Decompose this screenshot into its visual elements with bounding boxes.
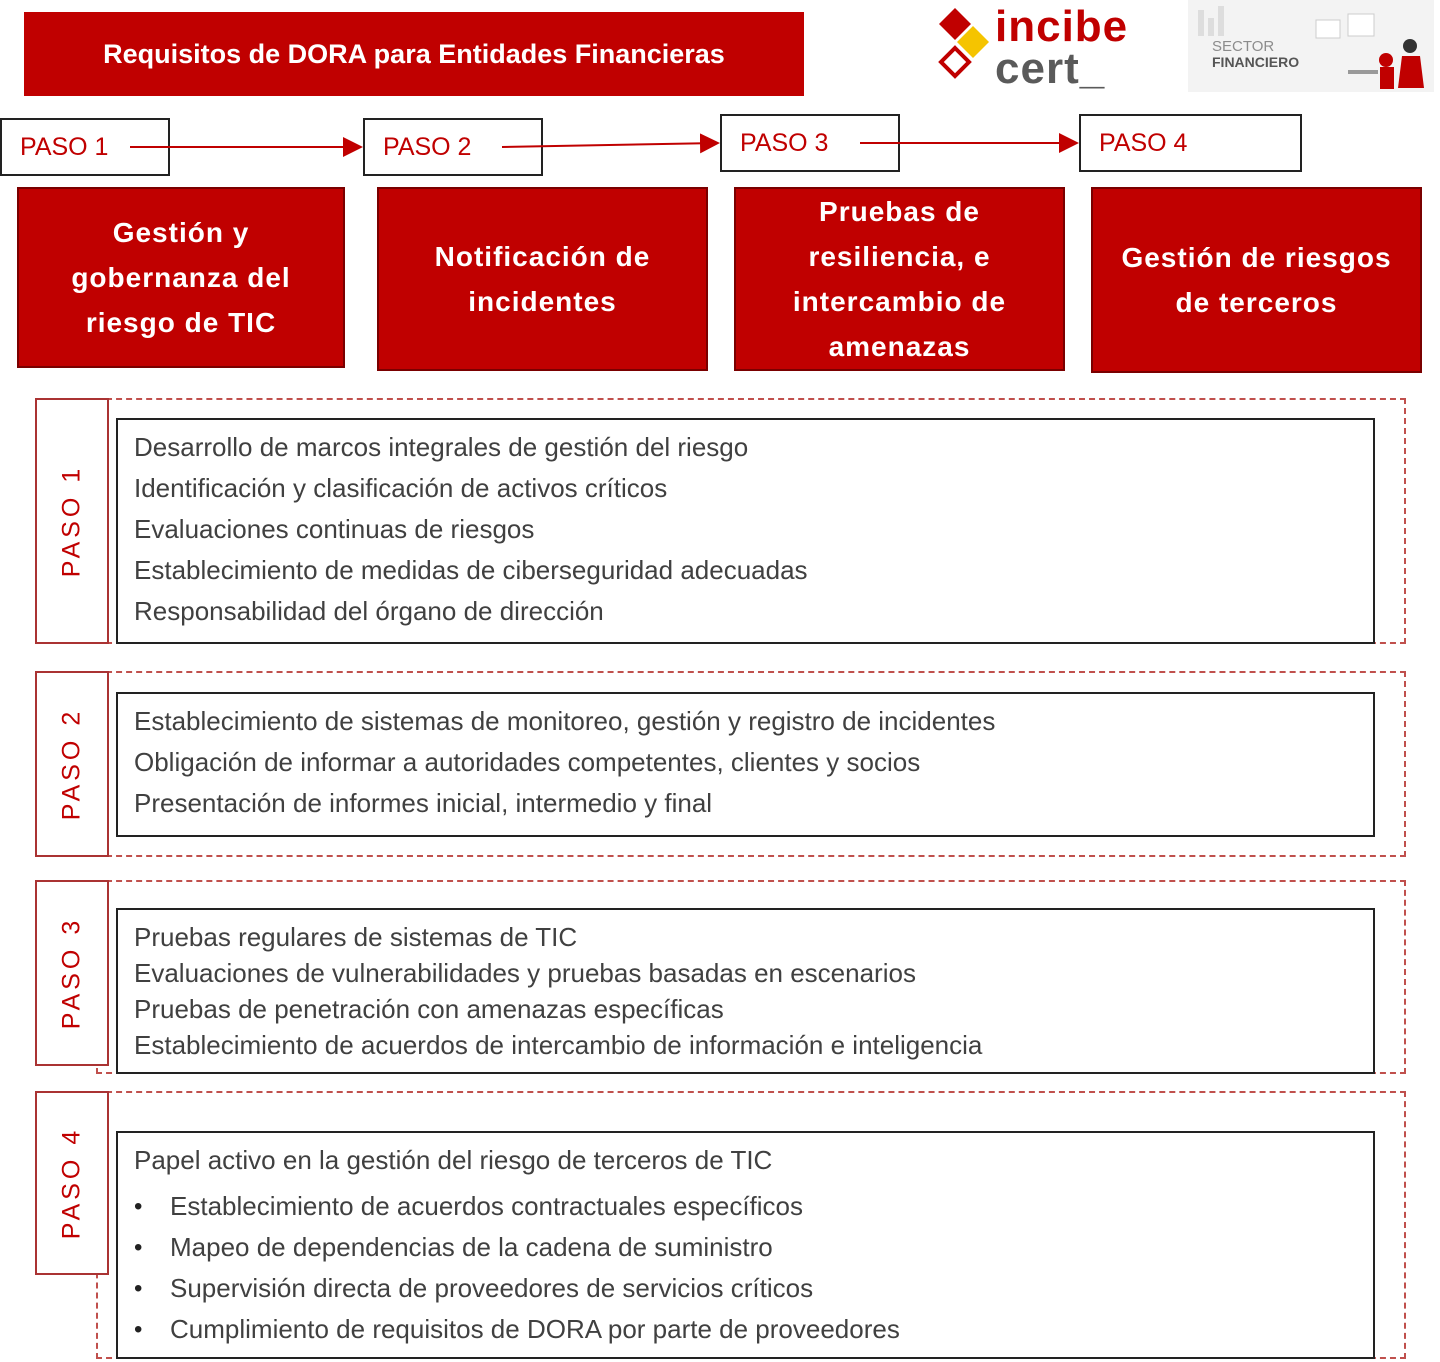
section-3-item: Evaluaciones de vulnerabilidades y pruebas basadas en escenarios xyxy=(134,958,916,988)
page-title: Requisitos de DORA para Entidades Financieras xyxy=(24,12,804,96)
step-box-4: Gestión de riesgos de terceros xyxy=(1091,187,1422,373)
section-3-item: Pruebas de penetración con amenazas específicas xyxy=(134,994,724,1024)
section-2-tab xyxy=(35,671,109,857)
paso-label-4: PASO 4 xyxy=(1079,114,1302,172)
paso-label-2: PASO 2 xyxy=(363,118,543,176)
paso-label-3: PASO 3 xyxy=(720,114,900,172)
section-3-content xyxy=(116,908,1375,1074)
logo-text-sector: SECTOR xyxy=(1212,38,1275,55)
bullet-icon: • xyxy=(134,1274,143,1302)
section-4-bullet-item xyxy=(134,1186,1373,1227)
section-2-content xyxy=(116,692,1375,837)
section-4-bullet-text: Cumplimiento de requisitos de DORA por parte de proveedores xyxy=(170,1314,900,1344)
logo-text-incibe: incibe xyxy=(995,2,1129,51)
bullet-icon: • xyxy=(134,1315,143,1343)
section-4-bullet-item xyxy=(134,1309,1373,1350)
section-1-item: Desarrollo de marcos integrales de gestión del riesgo xyxy=(134,432,749,462)
bullet-icon: • xyxy=(134,1233,143,1261)
section-3-tab xyxy=(35,880,109,1066)
section-4-bullet-item xyxy=(134,1268,1373,1309)
section-2-item: Obligación de informar a autoridades competentes, clientes y socios xyxy=(134,747,921,777)
section-3-item: Pruebas regulares de sistemas de TIC xyxy=(134,922,578,952)
paso-label-1: PASO 1 xyxy=(0,118,170,176)
flow-arrows xyxy=(0,0,1440,200)
section-4-label: PASO 4 xyxy=(57,1126,86,1240)
logo-text-cert: cert_ xyxy=(995,44,1106,93)
section-1-label: PASO 1 xyxy=(57,464,86,578)
section-1-tab xyxy=(35,398,109,644)
step-box-2: Notificación de incidentes xyxy=(377,187,708,371)
bullet-icon: • xyxy=(134,1192,143,1220)
section-4-bullet-text: Mapeo de dependencias de la cadena de suministro xyxy=(170,1232,773,1262)
section-4-bullet-text: Establecimiento de acuerdos contractuales específicos xyxy=(170,1191,804,1221)
section-4-intro: Papel activo en la gestión del riesgo de terceros de TIC xyxy=(134,1145,773,1175)
section-2-label: PASO 2 xyxy=(57,707,86,821)
step-box-3: Pruebas de resiliencia, e intercambio de amenazas xyxy=(734,187,1065,371)
section-4-bullet-text: Supervisión directa de proveedores de servicios críticos xyxy=(170,1273,814,1303)
section-3-item: Establecimiento de acuerdos de intercambio de información e inteligencia xyxy=(134,1030,983,1060)
section-2-item: Presentación de informes inicial, intermedio y final xyxy=(134,788,713,818)
section-1-content xyxy=(116,418,1375,644)
section-1-item: Identificación y clasificación de activos críticos xyxy=(134,473,668,503)
arrow-2-3 xyxy=(502,143,718,147)
section-2-item: Establecimiento de sistemas de monitoreo, gestión y registro de incidentes xyxy=(134,706,996,736)
section-1-item: Establecimiento de medidas de ciberseguridad adecuadas xyxy=(134,555,808,585)
logo-text-financiero: FINANCIERO xyxy=(1212,54,1300,70)
section-1-item: Responsabilidad del órgano de dirección xyxy=(134,596,604,626)
section-4-content xyxy=(116,1131,1375,1359)
section-4-bullet-item xyxy=(134,1227,1373,1268)
section-3-label: PASO 3 xyxy=(57,916,86,1030)
section-1-item: Evaluaciones continuas de riesgos xyxy=(134,514,535,544)
section-4-tab xyxy=(35,1091,109,1275)
step-box-1: Gestión y gobernanza del riesgo de TIC xyxy=(17,187,345,368)
